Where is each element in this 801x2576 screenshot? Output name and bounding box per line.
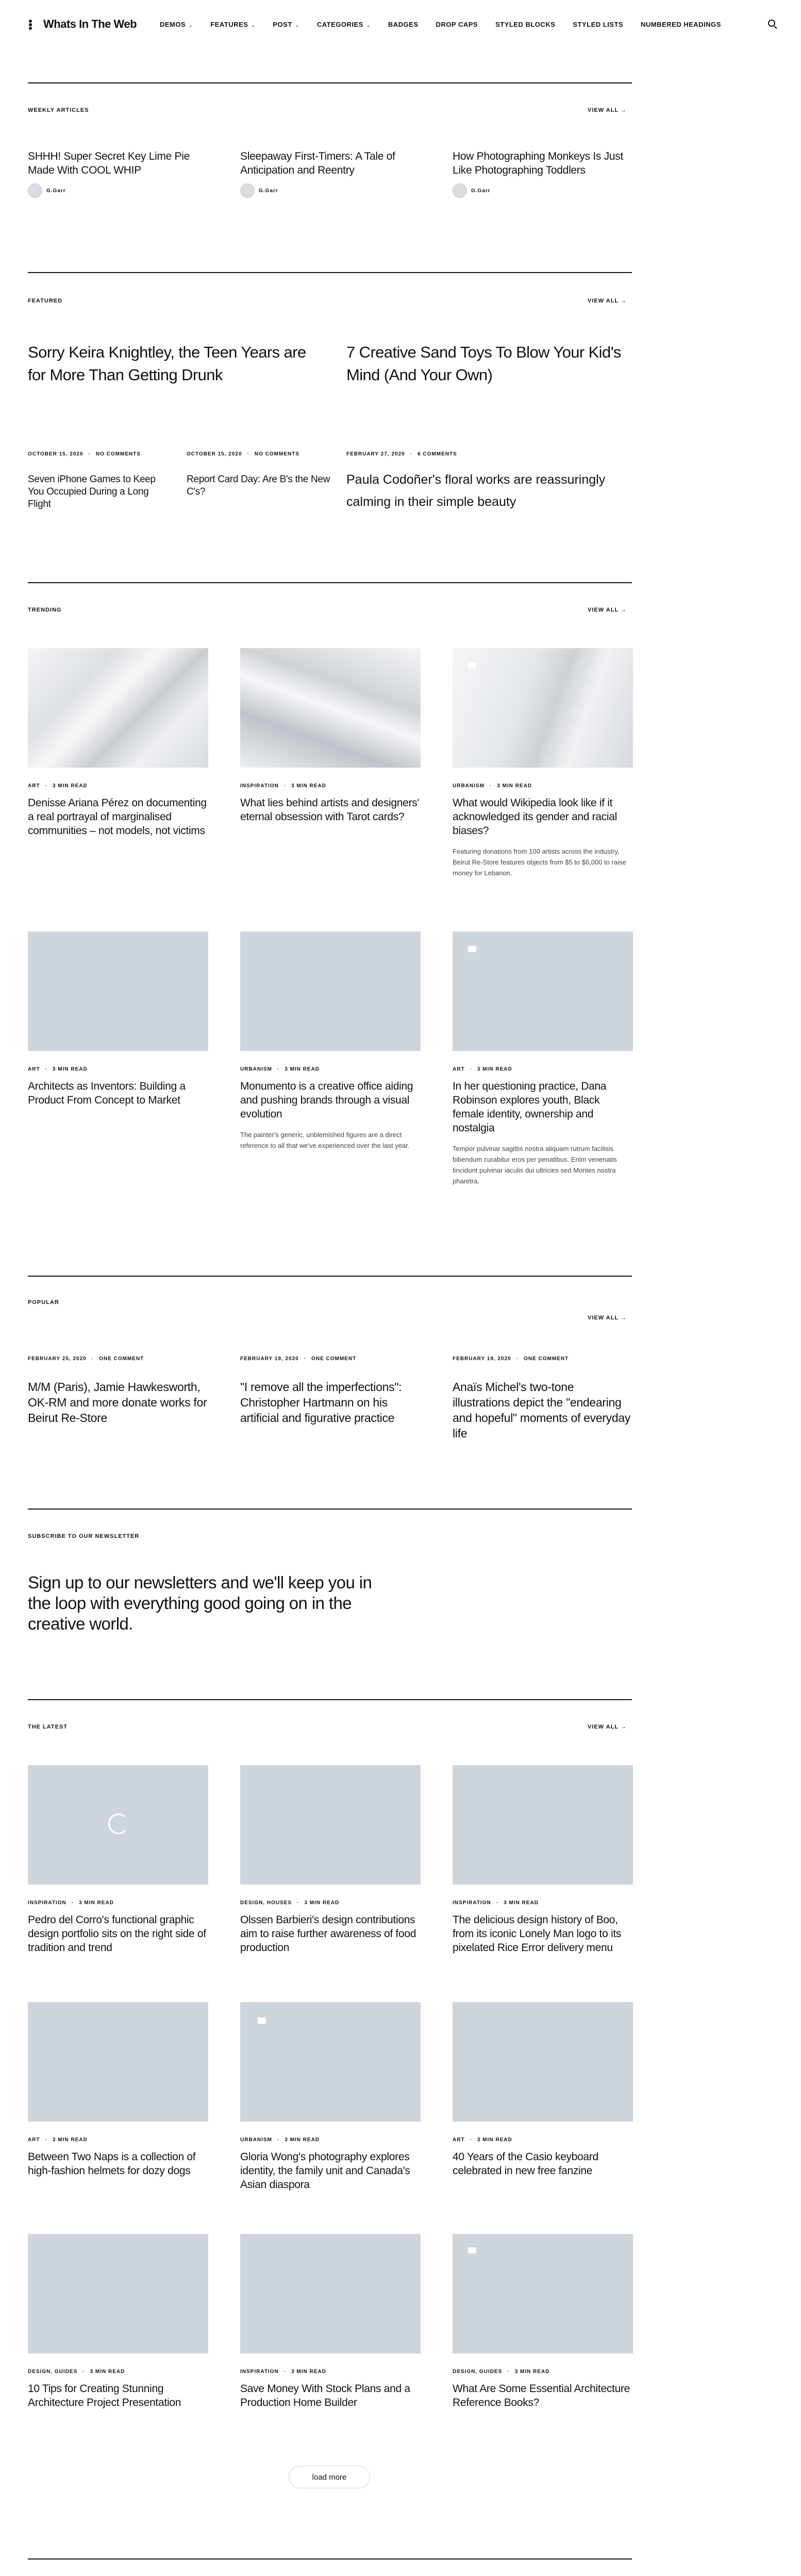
nav-item-badges[interactable]: BADGES (388, 21, 419, 28)
latest-card[interactable] (28, 2234, 208, 2410)
article-meta: ART · 3 MIN READ (453, 2137, 512, 2143)
video-play-icon (468, 946, 476, 952)
load-more-button[interactable]: load more (289, 2466, 370, 2488)
article-title[interactable]: SHHH! Super Secret Key Lime Pie Made With COOL WHIP (28, 150, 190, 176)
article-meta: FEBRUARY 27, 2020 · 6 COMMENTS (346, 451, 457, 457)
author[interactable]: G.Garr (453, 183, 633, 198)
section-title-latest: THE LATEST (28, 1724, 68, 1730)
section-divider (28, 82, 632, 83)
article-image[interactable] (28, 931, 208, 1051)
article-meta: URBANISM · 3 MIN READ (240, 1066, 320, 1072)
newsletter-headline: Sign up to our newsletters and we'll keep you in the loop with everything good going on in the creative world. (28, 1573, 372, 1633)
article-title[interactable]: "I remove all the imperfections": Christopher Hartmann on his artificial and figurative practice (240, 1380, 402, 1425)
latest-card[interactable] (240, 2234, 421, 2410)
nav-item-drop-caps[interactable]: DROP CAPS (436, 21, 478, 28)
article-meta: ART · 3 MIN READ (453, 1066, 512, 1072)
article-title[interactable]: Save Money With Stock Plans and a Production Home Builder (240, 2383, 410, 2409)
nav-item-numbered-headings[interactable]: NUMBERED HEADINGS (641, 21, 721, 28)
article-meta: DESIGN, GUIDES · 3 MIN READ (28, 2369, 125, 2375)
view-all-link[interactable]: VIEW ALL → (588, 1724, 627, 1730)
article-image[interactable] (240, 2234, 421, 2353)
article-meta: URBANISM · 3 MIN READ (240, 2137, 320, 2143)
author[interactable]: G.Garr (28, 183, 208, 198)
article-meta: DESIGN, GUIDES · 3 MIN READ (453, 2369, 550, 2375)
arrow-right-icon: → (621, 1724, 627, 1730)
trending-card[interactable] (240, 648, 421, 824)
latest-card[interactable] (28, 2002, 208, 2178)
video-play-icon (468, 663, 476, 669)
article-meta: ART · 3 MIN READ (28, 783, 88, 789)
section-title-trending: TRENDING (28, 607, 62, 613)
article-title[interactable]: Gloria Wong's photography explores identity, the family unit and Canada's Asian diaspora (240, 2151, 410, 2191)
article-title[interactable]: Pedro del Corro's functional graphic design portfolio sits on the right side of tradition and trend (28, 1914, 206, 1954)
author[interactable]: G.Garr (240, 183, 421, 198)
article-image[interactable] (453, 1765, 633, 1885)
trending-card[interactable] (453, 648, 633, 878)
article-title[interactable]: Monumento is a creative office aiding and pushing brands through a visual evolution (240, 1080, 413, 1120)
avatar (240, 183, 255, 198)
article-title[interactable]: Report Card Day: Are B's the New C's? (187, 474, 330, 497)
video-play-icon (468, 2247, 476, 2253)
chevron-down-icon: ⌄ (366, 23, 371, 28)
article-meta: FEBRUARY 25, 2020 · ONE COMMENT (28, 1356, 144, 1362)
featured-small-article[interactable] (346, 451, 491, 457)
article-image[interactable] (240, 648, 421, 768)
nav-item-styled-blocks[interactable]: STYLED BLOCKS (495, 21, 556, 28)
popular-article[interactable] (28, 1356, 208, 1426)
view-all-link[interactable]: VIEW ALL → (588, 107, 627, 113)
article-meta: INSPIRATION · 3 MIN READ (240, 783, 326, 789)
section-title-weekly: WEEKLY ARTICLES (28, 107, 89, 113)
article-title[interactable]: The delicious design history of Boo, from its iconic Lonely Man logo to its pixelated Rice Error delivery menu (453, 1914, 622, 1954)
view-all-link[interactable]: VIEW ALL → (588, 1315, 627, 1321)
popular-article[interactable] (240, 1356, 421, 1426)
chevron-down-icon: ⌄ (295, 23, 299, 28)
latest-card[interactable] (453, 1765, 633, 1955)
article-title[interactable]: Seven iPhone Games to Keep You Occupied During a Long Flight (28, 474, 156, 510)
article-title[interactable]: Paula Codoñer's floral works are reassuringly calming in their simple beauty (346, 472, 606, 509)
article-meta: OCTOBER 15, 2020 · NO COMMENTS (187, 451, 299, 457)
article-excerpt: Tempor pulvinar sagittis nostra aliquam rutrum facilisis bibendum curabitur eros per penatibus. Enim venenatis tincidunt pulvinar iaculis dui ultricies sed Montes nostra pharetra. (453, 1145, 617, 1185)
article-title[interactable]: Sleepaway First-Timers: A Tale of Anticipation and Reentry (240, 150, 395, 176)
search-icon[interactable] (768, 20, 775, 27)
article-image[interactable] (240, 1765, 421, 1885)
trending-card[interactable] (453, 931, 633, 1187)
nav-item-features[interactable]: FEATURES ⌄ (210, 21, 256, 28)
section-divider (28, 1509, 632, 1510)
latest-card[interactable] (28, 1765, 208, 1955)
article-image[interactable] (28, 2234, 208, 2353)
trending-card[interactable] (28, 931, 208, 1107)
article-excerpt: The painter's generic, unblemished figures are a direct reference to all that we've experienced over the last year. (240, 1131, 410, 1149)
article-title[interactable]: Anaïs Michel's two-tone illustrations depict the "endearing and hopeful" moments of everyday life (453, 1380, 631, 1440)
article-image[interactable] (453, 931, 633, 1051)
article-meta: FEBRUARY 19, 2020 · ONE COMMENT (240, 1356, 357, 1362)
featured-small-article[interactable] (187, 451, 331, 498)
article-image[interactable] (453, 2234, 633, 2353)
latest-card[interactable] (453, 2002, 633, 2178)
site-header (0, 0, 801, 49)
article-title[interactable]: Architects as Inventors: Building a Product From Concept to Market (28, 1080, 186, 1106)
article-title[interactable]: M/M (Paris), Jamie Hawkesworth, OK-RM and more donate works for Beirut Re-Store (28, 1380, 207, 1425)
featured-title[interactable]: Sorry Keira Knightley, the Teen Years are for More Than Getting Drunk (28, 343, 306, 384)
popular-article[interactable] (453, 1356, 633, 1441)
video-play-icon (258, 2018, 266, 2024)
loading-spinner-icon (108, 1814, 129, 1834)
article-meta: INSPIRATION · 3 MIN READ (28, 1900, 114, 1906)
article-image[interactable] (28, 1765, 208, 1885)
trending-card[interactable] (28, 648, 208, 838)
trending-card[interactable] (240, 931, 421, 1151)
section-divider (28, 582, 632, 583)
nav-item-post[interactable]: POST ⌄ (273, 21, 299, 28)
article-meta: URBANISM · 3 MIN READ (453, 783, 532, 789)
section-divider (28, 1699, 632, 1700)
article-image[interactable] (453, 648, 633, 768)
article-title[interactable]: Between Two Naps is a collection of high-fashion helmets for dozy dogs (28, 2151, 196, 2177)
article-title[interactable]: Denisse Ariana Pérez on documenting a real portrayal of marginalised communities – not models, not victims (28, 797, 207, 837)
weekly-article[interactable] (240, 149, 421, 198)
article-image[interactable] (28, 2002, 208, 2122)
article-image[interactable] (240, 2002, 421, 2122)
arrow-right-icon: → (621, 298, 627, 304)
article-title[interactable]: How Photographing Monkeys Is Just Like Photographing Toddlers (453, 150, 623, 176)
arrow-right-icon: → (621, 1315, 627, 1321)
article-meta: OCTOBER 15, 2020 · NO COMMENTS (28, 451, 141, 457)
article-excerpt: Featuring donations from 100 artists across the industry, Beirut Re-Store features objects from $5 to $6,000 to raise money for Lebanon. (453, 848, 626, 877)
chevron-down-icon: ⌄ (189, 23, 193, 28)
article-meta: INSPIRATION · 3 MIN READ (453, 1900, 539, 1906)
featured-title[interactable]: 7 Creative Sand Toys To Blow Your Kid's Mind (And Your Own) (346, 343, 621, 384)
article-title[interactable]: What would Wikipedia look like if it acknowledged its gender and racial biases? (453, 797, 618, 837)
chevron-down-icon: ⌄ (251, 23, 256, 28)
article-image[interactable] (28, 648, 208, 768)
section-title-popular: POPULAR (28, 1299, 59, 1306)
weekly-article[interactable] (28, 149, 208, 198)
weekly-article[interactable] (453, 149, 633, 198)
dots-menu-icon[interactable] (29, 20, 32, 30)
featured-small-article[interactable] (28, 451, 172, 511)
article-meta: ART · 3 MIN READ (28, 2137, 88, 2143)
article-title[interactable]: Olssen Barbieri's design contributions aim to raise further awareness of food production (240, 1914, 416, 1954)
article-meta: INSPIRATION · 3 MIN READ (240, 2369, 326, 2375)
latest-card[interactable] (240, 2002, 421, 2192)
nav-item-categories[interactable]: CATEGORIES ⌄ (316, 21, 371, 28)
arrow-right-icon: → (621, 607, 627, 613)
article-title[interactable]: 40 Years of the Casio keyboard celebrated in new free fanzine (453, 2151, 598, 2177)
main-nav (160, 21, 739, 28)
article-meta: FEBRUARY 19, 2020 · ONE COMMENT (453, 1356, 569, 1362)
avatar (28, 183, 42, 198)
section-divider (28, 1276, 632, 1277)
article-title[interactable]: What lies behind artists and designers' eternal obsession with Tarot cards? (240, 797, 420, 823)
nav-item-demos[interactable]: DEMOS ⌄ (160, 21, 193, 28)
section-divider (28, 272, 632, 273)
site-logo[interactable]: Whats In The Web (43, 18, 137, 30)
arrow-right-icon: → (621, 107, 627, 113)
article-title[interactable]: In her questioning practice, Dana Robinson explores youth, Black female identity, ownership and nostalgia (453, 1080, 607, 1134)
article-image[interactable] (453, 2002, 633, 2122)
nav-item-styled-lists[interactable]: STYLED LISTS (573, 21, 624, 28)
article-title[interactable]: What Are Some Essential Architecture Reference Books? (453, 2383, 630, 2409)
latest-card[interactable] (453, 2234, 633, 2410)
avatar (453, 183, 467, 198)
article-meta: DESIGN, HOUSES · 3 MIN READ (240, 1900, 340, 1906)
section-title-featured: FEATURED (28, 298, 63, 304)
section-divider (28, 2558, 632, 2560)
article-image[interactable] (240, 931, 421, 1051)
section-title-newsletter: SUBSCRIBE TO OUR NEWSLETTER (28, 1533, 140, 1539)
view-all-link[interactable]: VIEW ALL → (588, 298, 627, 304)
article-title[interactable]: 10 Tips for Creating Stunning Architecture Project Presentation (28, 2383, 181, 2409)
view-all-link[interactable]: VIEW ALL → (588, 607, 627, 613)
latest-card[interactable] (240, 1765, 421, 1955)
article-meta: ART · 3 MIN READ (28, 1066, 88, 1072)
